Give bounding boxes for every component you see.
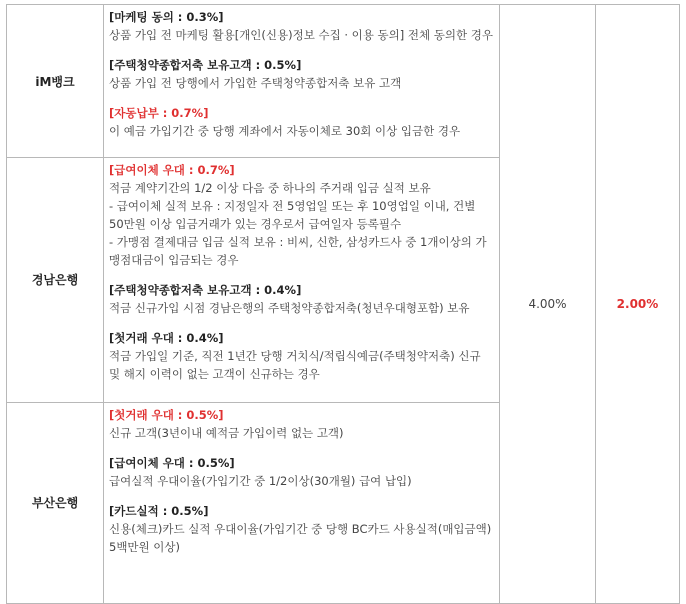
condition-item <box>109 406 493 442</box>
conditions-cell <box>104 158 500 402</box>
base-rate-cell: 4.00% <box>500 5 596 604</box>
condition-desc: 상품 가입 전 당행에서 가입한 주택청약종합저축 보유 고객 <box>109 76 402 90</box>
bank-name-cell: 부산은행 <box>7 402 104 603</box>
condition-title: [주택청약종합저축 보유고객 : 0.4%] <box>109 283 302 298</box>
condition-desc: 상품 가입 전 마케팅 활용[개인(신용)정보 수집 · 이용 동의] 전체 동의한 경우 <box>109 28 493 42</box>
bank-name-cell: 경남은행 <box>7 158 104 402</box>
condition-item <box>109 502 493 556</box>
condition-desc: 급여실적 우대이율(가입기간 중 1/2이상(30개월) 급여 납입) <box>109 473 412 488</box>
condition-desc: 신규 고객(3년이내 예적금 가입이력 없는 고객) <box>109 425 344 440</box>
condition-title: [급여이체 우대 : 0.5%] <box>109 455 235 470</box>
table-row <box>7 5 680 158</box>
condition-item <box>109 281 493 317</box>
bank-name-cell: iM뱅크 <box>7 5 104 158</box>
condition-title: [첫거래 우대 : 0.5%] <box>109 407 224 422</box>
condition-item <box>109 454 493 490</box>
condition-item <box>109 161 493 269</box>
condition-desc: 이 예금 가입기간 중 당행 계좌에서 자동이체로 30회 이상 입금한 경우 <box>109 124 461 138</box>
preferential-rate-cell: 2.00% <box>596 5 680 604</box>
condition-item <box>109 56 493 92</box>
condition-item <box>109 8 493 44</box>
bank-preferential-rate-table <box>6 4 680 604</box>
condition-item <box>109 329 493 383</box>
conditions-cell <box>104 402 500 603</box>
condition-item <box>109 104 493 140</box>
condition-title: [자동납부 : 0.7%] <box>109 106 209 120</box>
conditions-cell <box>104 5 500 158</box>
condition-title: [카드실적 : 0.5%] <box>109 503 209 518</box>
condition-desc: 신용(체크)카드 실적 우대이율(가입기간 중 당행 BC카드 사용실적(매입금액) 5백만원 이상) <box>109 521 495 554</box>
condition-desc: 적금 가입일 기준, 직전 1년간 당행 거치식/적립식예금(주택청약저축) 신규 및 해지 이력이 없는 고객이 신규하는 경우 <box>109 349 485 382</box>
condition-title: [첫거래 우대 : 0.4%] <box>109 331 224 346</box>
condition-title: [주택청약종합저축 보유고객 : 0.5%] <box>109 58 302 72</box>
condition-desc: 적금 계약기간의 1/2 이상 다음 중 하나의 주거래 입금 실적 보유 - 급여이체 실적 보유 : 지정일자 전 5영업일 또는 후 10영업일 이내, 건별 50만원 이상 입금거래가 있는 경우로서 급여일자 등록필수 - 가맹점 결제대금 입금 실적 보유 : 비씨, 신한, 삼성카드사 중 1개이상의 가맹점대금이 입금되는 경우 <box>109 181 487 268</box>
condition-title: [마케팅 동의 : 0.3%] <box>109 10 224 24</box>
condition-desc: 적금 신규가입 시점 경남은행의 주택청약종합저축(청년우대형포함) 보유 <box>109 301 470 316</box>
condition-title: [급여이체 우대 : 0.7%] <box>109 163 235 178</box>
